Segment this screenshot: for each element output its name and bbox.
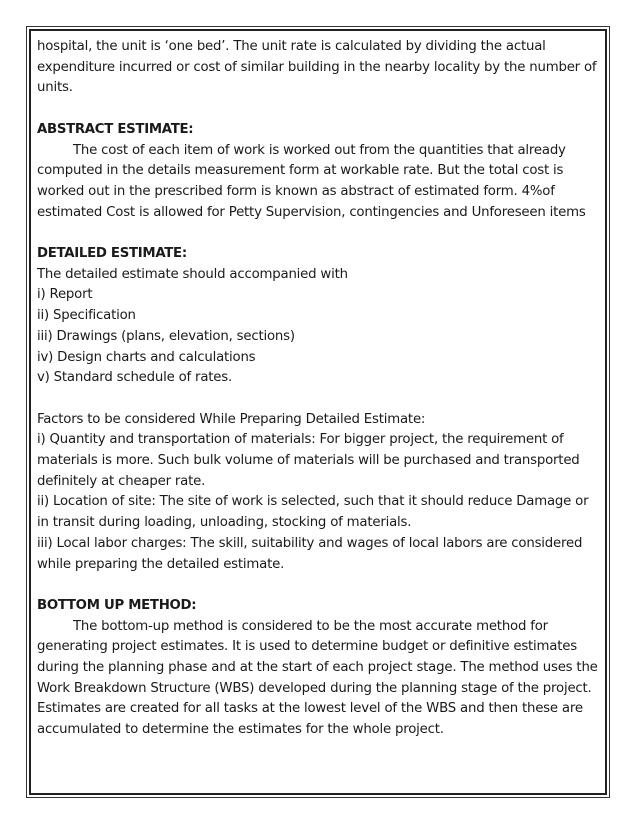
document-body <box>37 37 603 741</box>
detailed-estimate-heading: DETAILED ESTIMATE: <box>37 246 187 261</box>
spacer <box>37 223 603 244</box>
intro-paragraph: hospital, the unit is ‘one bed’. The unit rate is calculated by dividing the actual expenditure incurred or cost of similar building in the nearby locality by the number of units. <box>37 39 597 96</box>
list-item: v) Standard schedule of rates. <box>37 370 233 386</box>
factor-item: i) Quantity and transportation of materials: For bigger project, the requirement of materials is more. Such bulk volume of materials will be purchased and transported definitely at cheaper rate. <box>37 432 580 489</box>
spacer <box>37 575 603 596</box>
factor-item: iii) Local labor charges: The skill, suitability and wages of local labors are considered while preparing the detailed estimate. <box>37 535 583 572</box>
factor-item: ii) Location of site: The site of work is selected, such that it should reduce Damage or in transit during loading, unloading, stocking of materials. <box>37 494 589 531</box>
spacer <box>37 389 603 410</box>
abstract-estimate-heading: ABSTRACT ESTIMATE: <box>37 121 194 137</box>
list-item: iv) Design charts and calculations <box>37 349 256 365</box>
bottom-up-body: The bottom-up method is considered to be the most accurate method for generating project estimates. It is used to determine budget or definitive estimates during the planning phase and at the start of each project stage. The method uses the Work Breakdown Structure (WBS) developed during the planning stage of the project. Estimates are created for all tasks at the lowest level of the WBS and then these are accumulated to determine the estimates for the whole project. <box>37 618 598 738</box>
list-item: i) Report <box>37 287 93 303</box>
spacer <box>37 99 603 120</box>
bottom-up-heading: BOTTOM UP METHOD: <box>37 597 197 613</box>
list-item: iii) Drawings (plans, elevation, sections) <box>37 328 295 344</box>
abstract-estimate-body: The cost of each item of work is worked out from the quantities that already computed in the details measurement form at workable rate. But the total cost is worked out in the prescribed form is known as abstract of estimated form. 4%of estimated Cost is allowed for Petty Supervision, contingencies and Unforeseen items <box>37 142 586 220</box>
factors-intro: Factors to be considered While Preparing Detailed Estimate: <box>37 411 426 427</box>
detailed-estimate-intro: The detailed estimate should accompanied with <box>37 266 348 282</box>
list-item: ii) Specification <box>37 308 136 324</box>
